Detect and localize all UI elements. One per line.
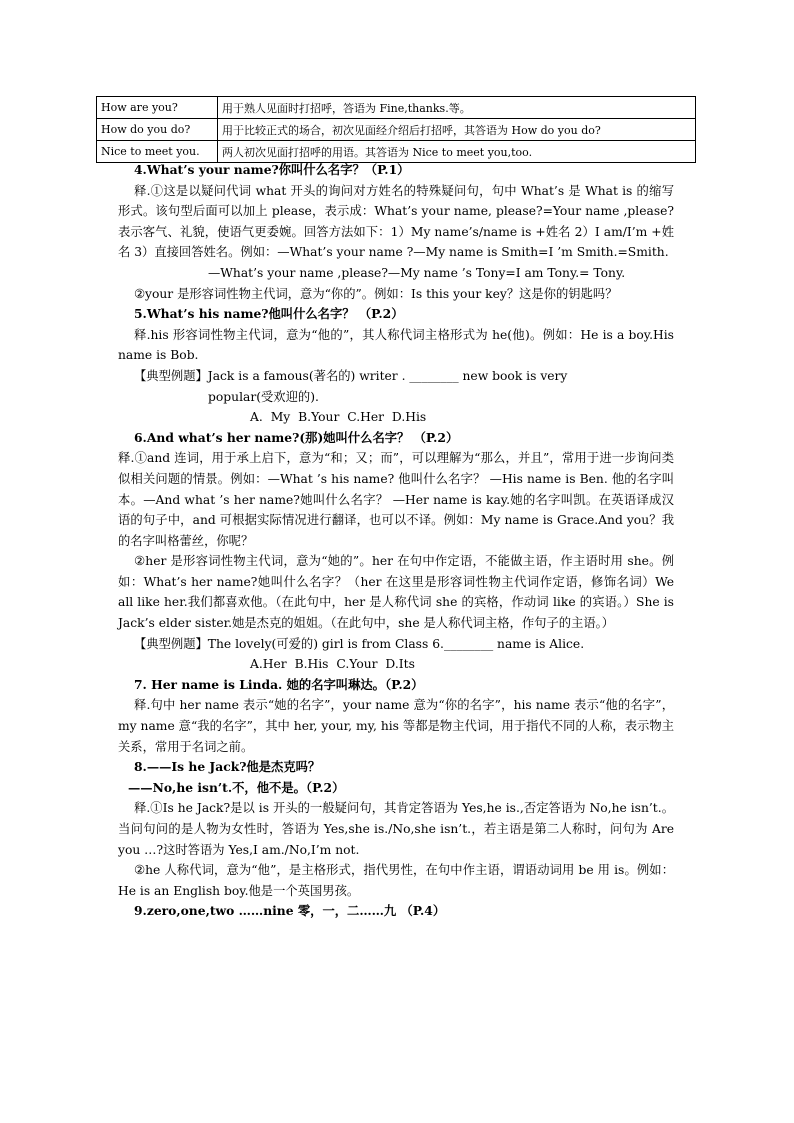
greeting-table: [96, 96, 696, 163]
section-heading-7: 7. Her name is Linda. 她的名字叫琳达。（P.2）: [134, 676, 424, 692]
example-question: 【典型例题】The lovely(可爱的) girl is from Class 6.________ name is Alice.: [134, 636, 585, 651]
explanation-paragraph: ②he 人称代词，意为“他”，是主格形式，指代男性，在句中作主语，谓语动词用 be 用 is。例如：He is an English boy.他是一个英国男孩。: [118, 863, 674, 898]
example-question: 【典型例题】Jack is a famous(著名的) writer . ________ new book is very: [134, 368, 568, 383]
section-heading-8: 8.——Is he Jack?他是杰克吗？: [134, 759, 321, 775]
section-heading-9: 9.zero,one,two ……nine 零，一，二……九 （P.4）: [134, 903, 446, 919]
table-cell-phrase: Nice to meet you.: [97, 141, 218, 163]
example-question-continued: popular(受欢迎的).: [208, 389, 319, 404]
explanation-paragraph: 释.①这是以疑问代词 what 开头的询问对方姓名的特殊疑问句，句中 What’s 是 What is 的缩写形式。该句型后面可以加上 please，表示成：What’s your name, please?=Your name ,please?表示客气、礼貌，使语气更委婉。回答方法如下：1）My name’s/name is +姓名 2）I am/I’m +姓名 3）直接回答姓名。例如：—What’s your name ?—My name is Smith=I ’m Smith.=Smith.: [118, 183, 674, 260]
explanation-paragraph: 释.①Is he Jack?是以 is 开头的一般疑问句，其肯定答语为 Yes,he is.,否定答语为 No,he isn’t.。当问句问的是人物为女性时，答语为 Yes,she is./No,she isn’t.，若主语是第二人称时，问句为 Are you …?这时答语为 Yes,I am./No,I’m not.: [118, 801, 674, 857]
explanation-paragraph: 释.句中 her name 表示“她的名字”，your name 意为“你的名字”，his name 表示“他的名字”，my name 意“我的名字”，其中 her, your, my, his 等都是物主代词，用于指代不同的人称，表示物主关系，常用于名词之前。: [118, 698, 674, 754]
answer-options: A.Her B.His C.Your D.Its: [250, 657, 415, 672]
table-row: [97, 97, 696, 119]
section-heading-4: 4.What’s your name?你叫什么名字？（P.1）: [134, 162, 410, 177]
answer-options: A. My B.Your C.Her D.His: [250, 410, 427, 425]
example-dialog: —What’s your name ,please?—My name ’s Tony=I am Tony.= Tony.: [208, 265, 626, 280]
explanation-paragraph: ②her 是形容词性物主代词，意为“她的”。her 在句中作定语，不能做主语，作主语时用 she。例如：What’s her name?她叫什么名字？（her 在这里是形容词性物主代词作定语，修饰名词）We all like her.我们都喜欢他。（在此句中，her 是人称代词 she 的宾格，作动词 like 的宾语。）She is Jack’s elder sister.她是杰克的姐姐。（在此句中，she 是人称代词主格，作句子的主语。）: [118, 554, 674, 631]
table-cell-desc: 用于熟人见面时打招呼，答语为 Fine,thanks.等。: [218, 97, 696, 119]
table-cell-phrase: How do you do?: [97, 119, 218, 141]
explanation-paragraph: ②your 是形容词性物主代词，意为“你的”。例如：Is this your key？这是你的钥匙吗？: [134, 286, 618, 301]
section-heading-6: 6.And what’s her name?(那)她叫什么名字？ （P.2）: [134, 429, 459, 445]
explanation-paragraph: 释.①and 连词，用于承上启下，意为“和；又；而”，可以理解为“那么，并且”，常用于进一步询问类似相关问题的情景。例如：—What ’s his name? 他叫什么名字？ —His name is Ben. 他的名字叫本。—And what ’s her name?她叫什么名字？ —Her name is kay.她的名字叫凯。在英语译成汉语的句子中，and 可根据实际情况进行翻译，也可以不译。例如：My name is Grace.And you？我的名字叫格蕾丝，你呢？: [118, 451, 674, 548]
section-heading-8-answer: ——No,he isn’t.不，他不是。（P.2）: [128, 779, 345, 795]
explanation-paragraph: 释.his 形容词性物主代词，意为“他的”，其人称代词主格形式为 he(他)。例如：He is a boy.His name is Bob.: [118, 327, 674, 363]
table-cell-desc: 用于比较正式的场合，初次见面经介绍后打招呼，其答语为 How do you do?: [218, 119, 696, 141]
section-heading-5: 5.What’s his name?他叫什么名字？ （P.2）: [134, 306, 404, 322]
table-cell-desc: 两人初次见面打招呼的用语。其答语为 Nice to meet you,too.: [218, 141, 696, 163]
notes-content: [118, 160, 674, 922]
table-row: [97, 119, 696, 141]
table-cell-phrase: How are you?: [97, 97, 218, 119]
